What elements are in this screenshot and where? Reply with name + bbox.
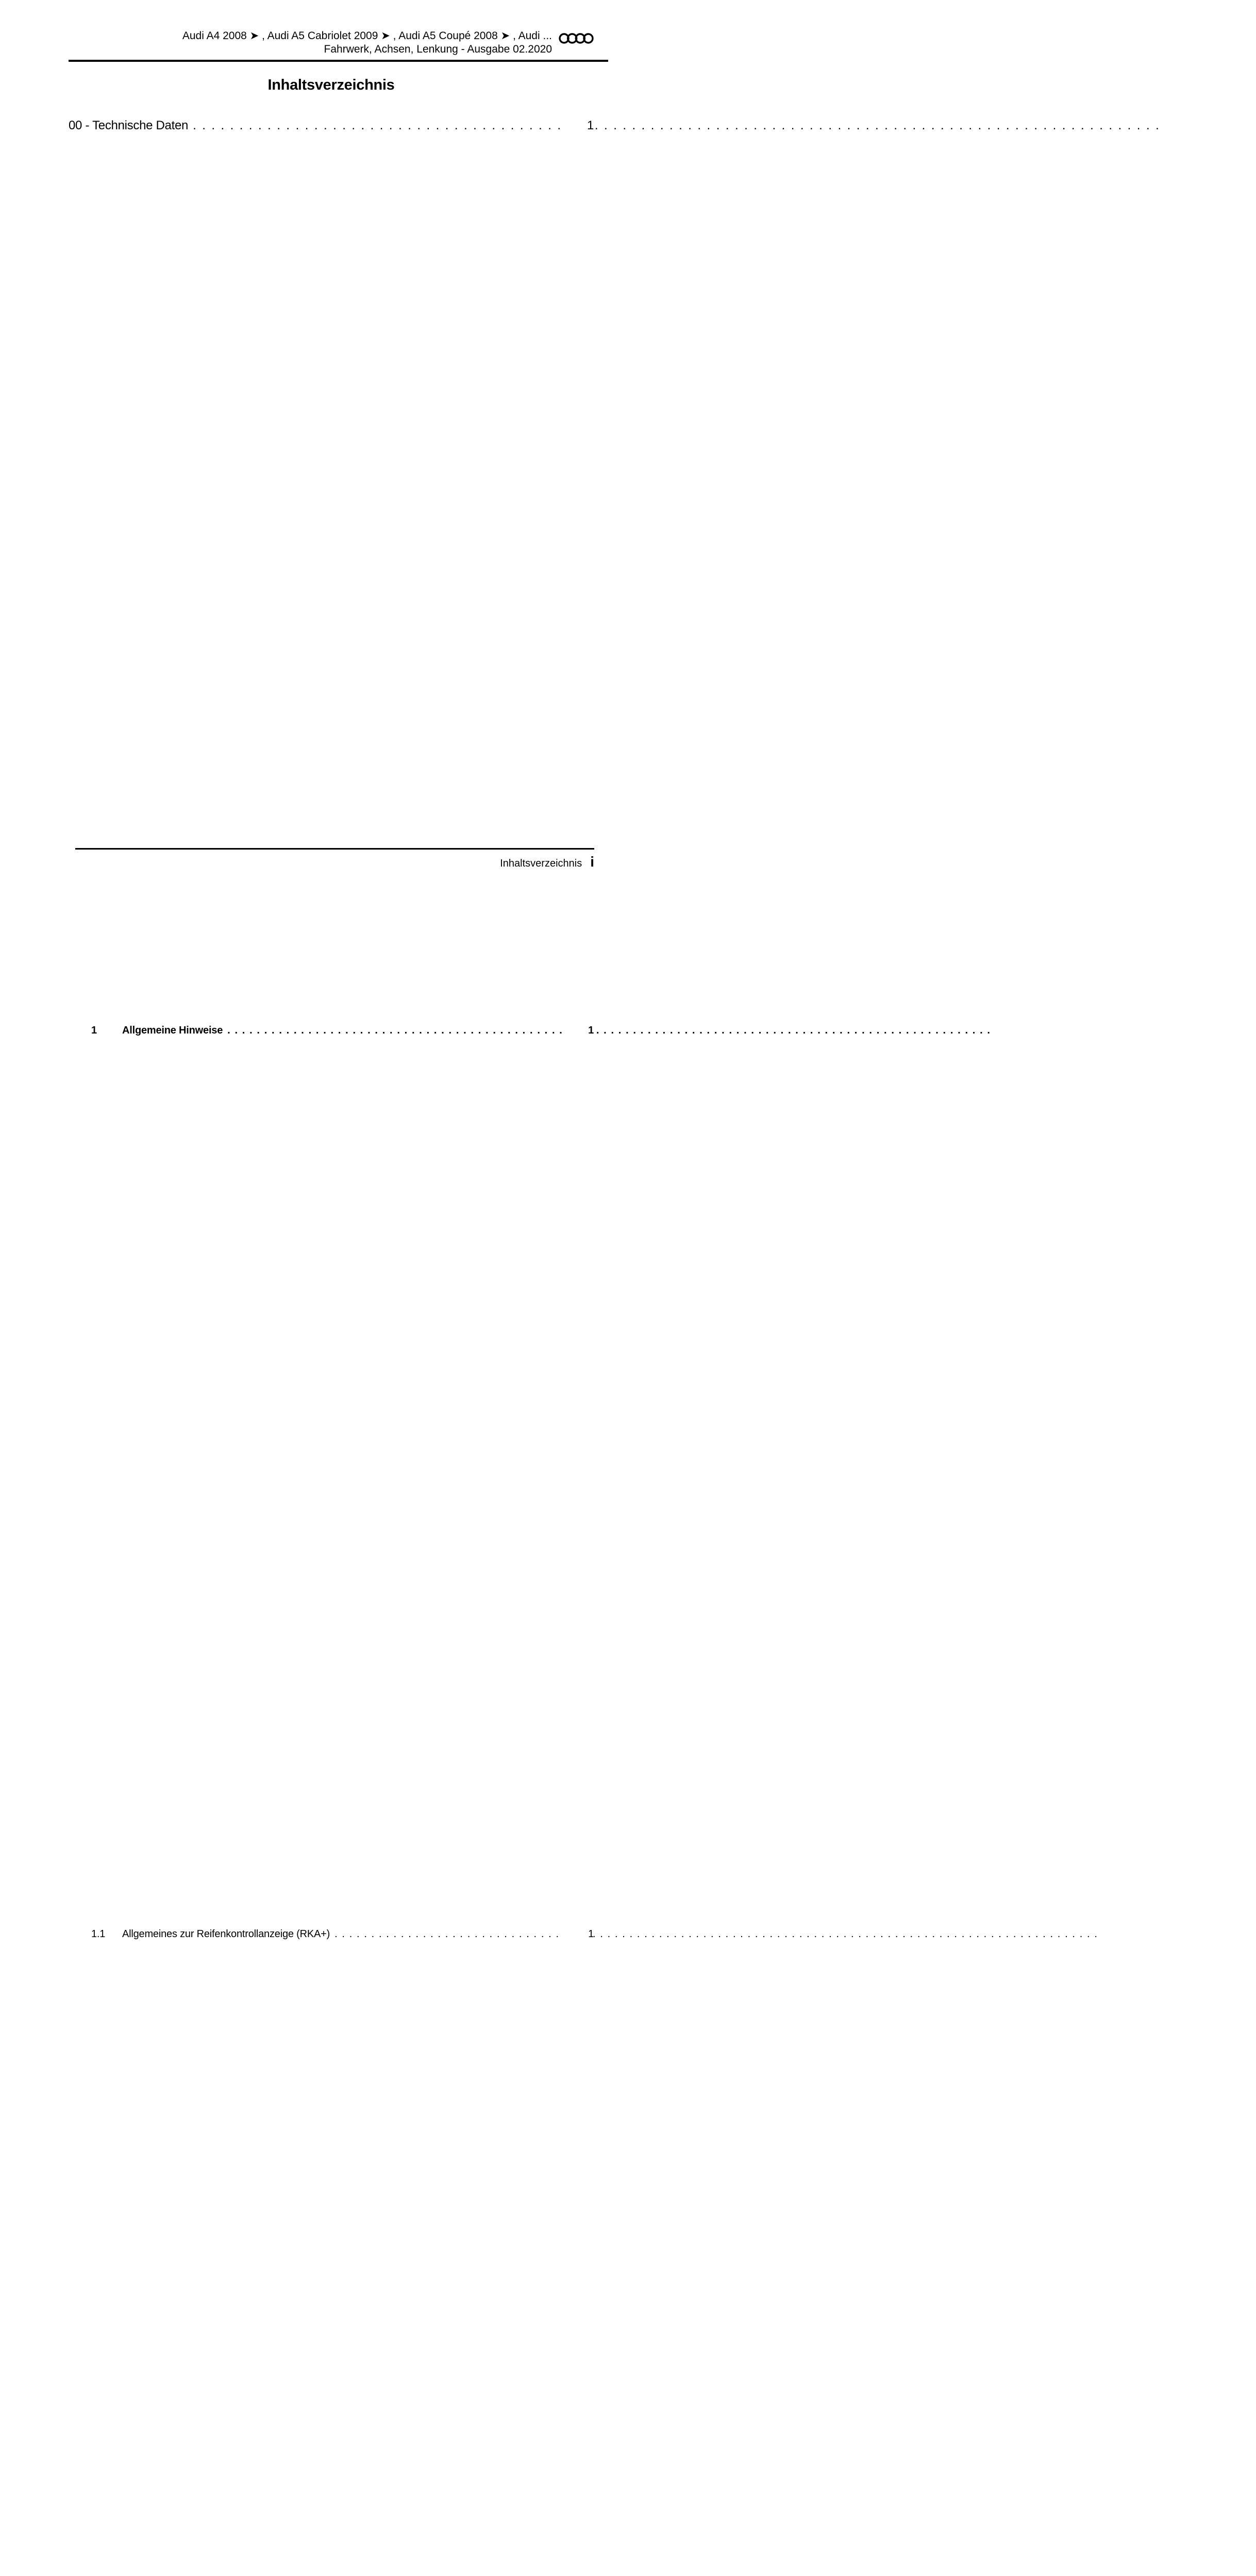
toc-dot-leader [227, 1025, 560, 1037]
page-title: Inhaltsverzeichnis [267, 77, 395, 93]
toc-entry-number: 1.1 [91, 1928, 106, 1940]
page-footer [500, 855, 594, 870]
document-page [0, 0, 639, 1940]
header-text [182, 29, 552, 56]
page-header [69, 29, 594, 56]
toc-page-number: 1 [564, 1928, 594, 2576]
toc-entry-label: Allgemeines zur Reifenkontrollanzeige (RKA+) [122, 1928, 330, 1940]
toc-row-section [69, 1025, 594, 1928]
toc-dot-leader [193, 117, 560, 133]
header-divider-rule [69, 60, 608, 62]
toc-row-entry [69, 1928, 594, 2576]
toc-page-number: 1 [564, 117, 594, 1021]
header-subtitle-line: Fahrwerk, Achsen, Lenkung - Ausgabe 02.2020 [324, 43, 552, 55]
toc-entry-number: 1 [91, 1025, 97, 1036]
footer-divider-rule [75, 848, 594, 850]
toc-entry-label: Allgemeine Hinweise [122, 1025, 223, 1036]
footer-page-number: i [590, 854, 594, 870]
toc-row-chapter [69, 117, 594, 1021]
toc [69, 109, 594, 2576]
toc-entry-label: 00 - Technische Daten [69, 118, 189, 132]
header-models-line: Audi A4 2008 ➤ , Audi A5 Cabriolet 2009 ➤ , Audi A5 Coupé 2008 ➤ , Audi ... [182, 30, 552, 42]
footer-label: Inhaltsverzeichnis [500, 858, 582, 869]
audi-rings-icon [559, 30, 594, 46]
toc-page-number: 1 [564, 1025, 594, 1928]
toc-dot-leader [334, 1928, 560, 1940]
